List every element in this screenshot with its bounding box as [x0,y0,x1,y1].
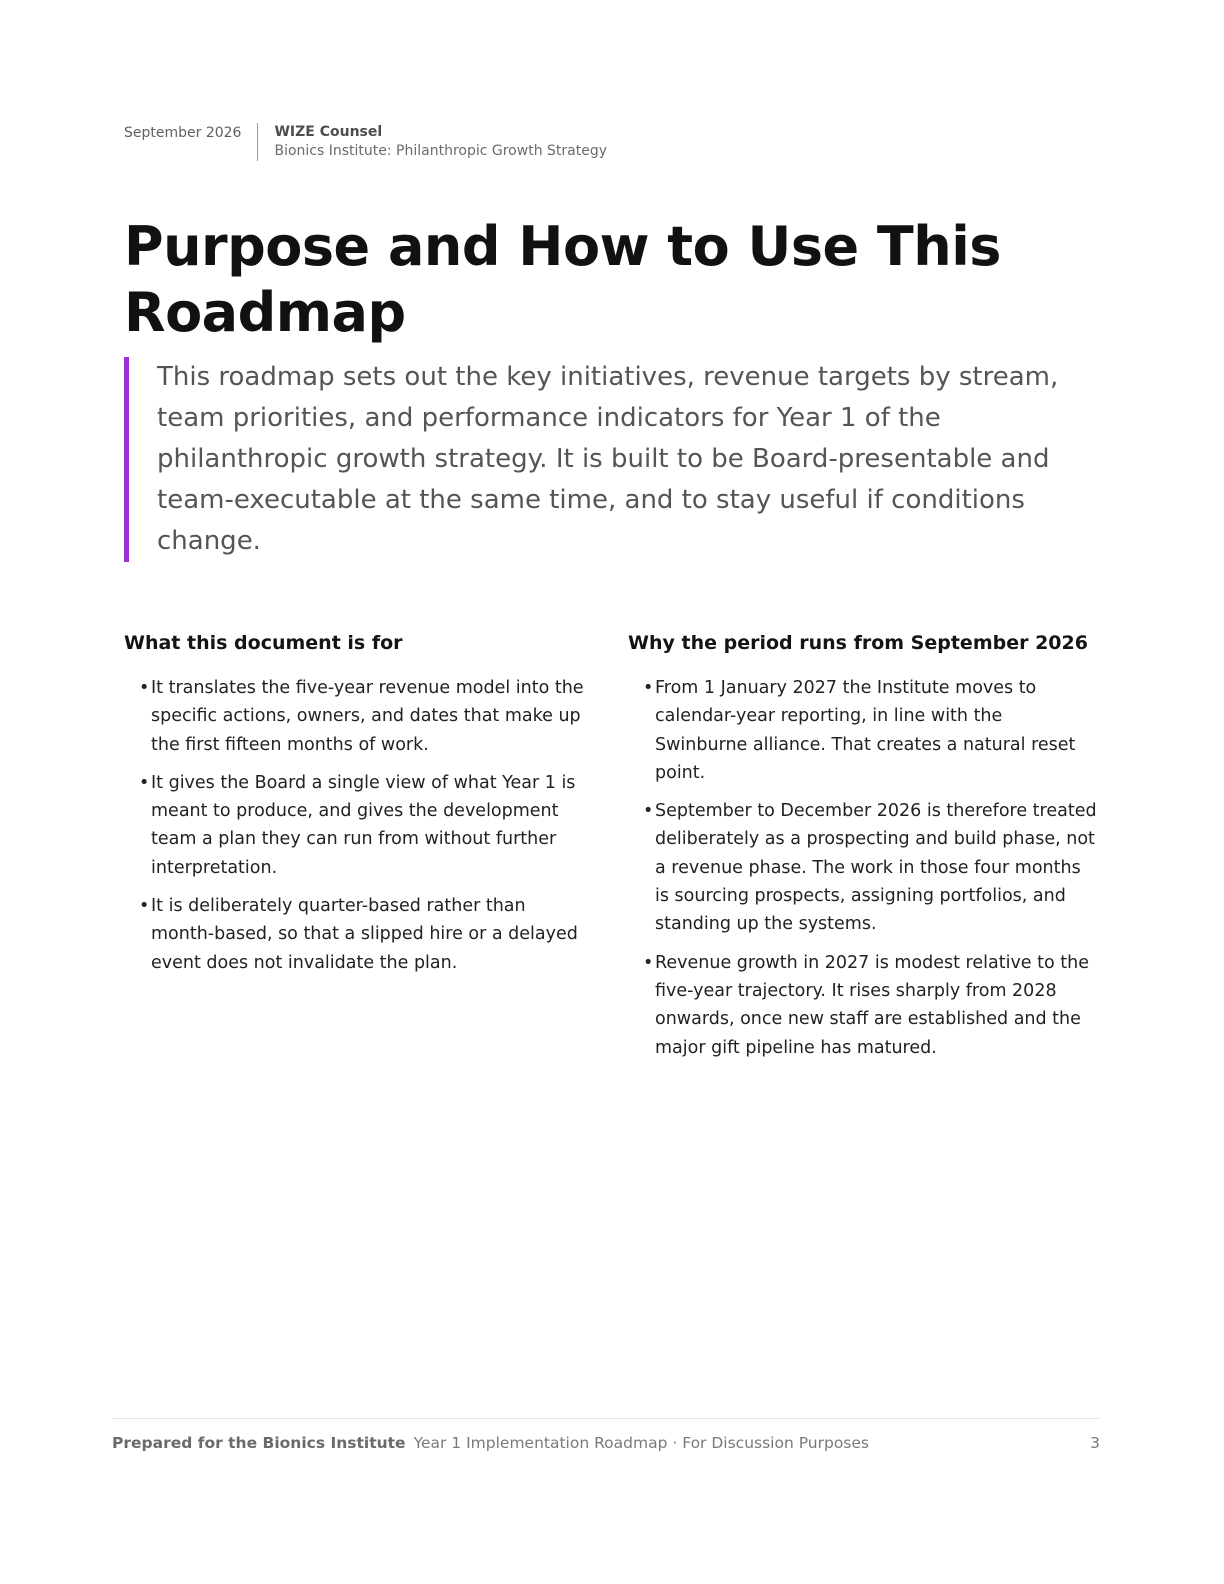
bullet-list [628,674,1098,1062]
page-number: 3 [1090,1434,1100,1452]
bullet-list [124,674,594,977]
bullet-item [124,769,594,882]
bullet-text: It translates the five-year revenue model into the specific actions, owners, and dates that make up the first fifteen months of work. [151,678,584,755]
bullet-item [124,892,594,977]
bullet-dot-icon: • [139,772,150,793]
bullet-text: It is deliberately quarter-based rather than month-based, so that a slipped hire or a delayed event does not invalidate the plan. [151,896,578,973]
lead-callout [124,357,1097,562]
bullet-item [628,674,1098,787]
header-divider [257,123,258,161]
footer-prepared-for: Prepared for the Bionics Institute [112,1434,406,1452]
page-header [124,123,607,161]
bullet-text: It gives the Board a single view of what Year 1 is meant to produce, and gives the development team a plan they can run from without further interpretation. [151,772,576,878]
page-footer [112,1432,1100,1454]
bullet-dot-icon: • [643,801,654,822]
column-heading: What this document is for [124,632,403,654]
bullet-dot-icon: • [643,678,654,698]
bullet-item [628,949,1098,1062]
bullet-dot-icon: • [139,678,150,698]
column-heading: Why the period runs from September 2026 [628,632,1088,654]
bullet-text: September to December 2026 is therefore treated deliberately as a prospecting and build phase, not a revenue phase. The work in those four months is sourcing prospects, assigning portfolios, and standing up the systems. [655,801,1097,935]
lead-text: This roadmap sets out the key initiatives, revenue targets by stream, team priorities, and performance indicators for Year 1 of the philanthropic growth strategy. It is built to be Board-presentable and team-executable at the same time, and to stay useful if conditions change. [157,362,1059,556]
header-org-subtitle: Bionics Institute: Philanthropic Growth Strategy [274,143,607,159]
column-purpose [124,630,594,987]
bullet-text: From 1 January 2027 the Institute moves to calendar-year reporting, in line with the Swinburne alliance. That creates a natural reset point. [655,678,1076,783]
page-title: Purpose and How to Use This Roadmap [124,215,1001,344]
footer-document: Year 1 Implementation Roadmap · For Discussion Purposes [413,1434,869,1452]
header-date: September 2026 [124,125,242,141]
column-period [628,630,1098,1072]
bullet-dot-icon: • [139,896,150,917]
header-org-name: WIZE Counsel [274,124,383,140]
header-org [274,123,607,161]
bullet-item [124,674,594,759]
bullet-dot-icon: • [643,952,654,973]
bullet-text: Revenue growth in 2027 is modest relative to the five-year trajectory. It rises sharply from 2028 onwards, once new staff are established and the major gift pipeline has matured. [655,952,1089,1058]
footer-divider [112,1418,1100,1419]
bullet-item [628,797,1098,938]
